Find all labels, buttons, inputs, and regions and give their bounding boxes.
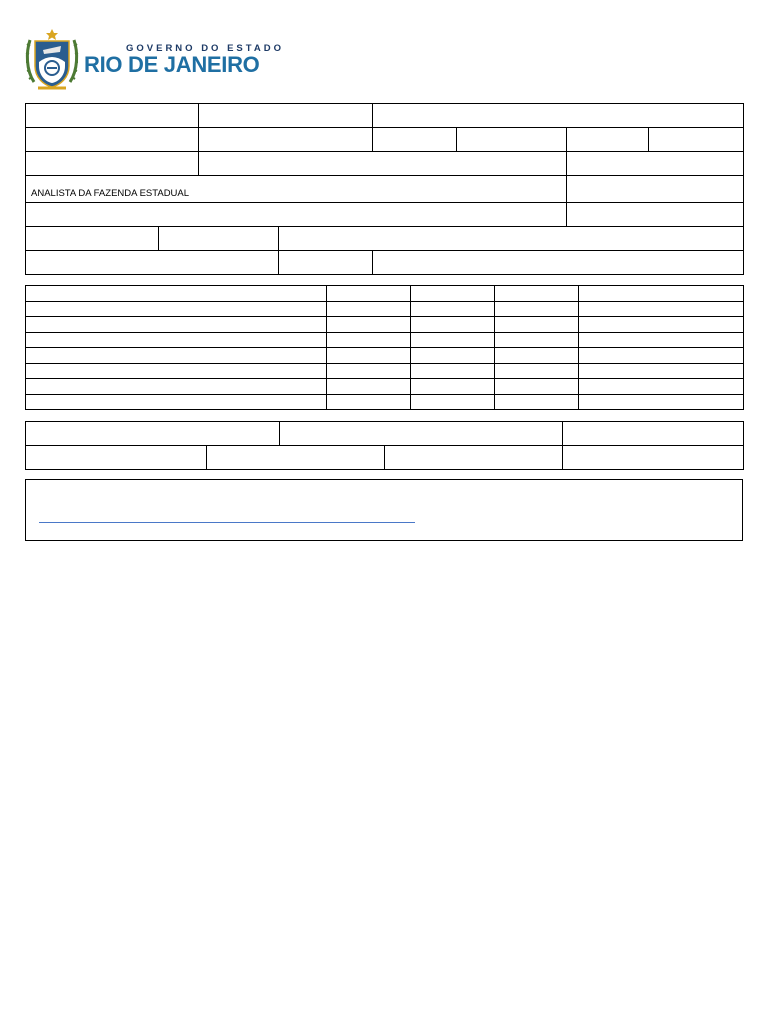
table-cell	[327, 301, 411, 317]
table-cell	[495, 332, 579, 348]
table-cell	[411, 301, 495, 317]
table-cell	[411, 379, 495, 395]
table-cell	[411, 317, 495, 333]
table-cell	[327, 348, 411, 364]
table-row	[26, 104, 744, 128]
link-underline	[39, 522, 415, 523]
table-cell	[199, 104, 373, 128]
table-cell	[26, 446, 207, 470]
table-cell	[26, 251, 279, 275]
table-cell	[579, 363, 744, 379]
table-cell	[26, 379, 327, 395]
table-cell	[327, 317, 411, 333]
table-cell	[579, 394, 744, 410]
table-cell	[495, 394, 579, 410]
table-cell	[495, 301, 579, 317]
table-row	[26, 128, 744, 152]
table-cell	[385, 446, 563, 470]
government-logo	[24, 28, 284, 94]
table-cell	[26, 203, 567, 227]
table-cell	[26, 227, 159, 251]
table-row	[26, 348, 744, 364]
table-cell	[279, 227, 744, 251]
table-row	[26, 317, 744, 333]
notes-box	[25, 479, 743, 541]
table-cell	[26, 301, 327, 317]
table-cell	[26, 348, 327, 364]
grid-table	[25, 285, 744, 410]
table-row	[26, 227, 744, 251]
table-cell	[327, 332, 411, 348]
table-cell	[567, 203, 744, 227]
table-cell	[579, 317, 744, 333]
table-row	[26, 332, 744, 348]
table-row	[26, 379, 744, 395]
table-row	[26, 203, 744, 227]
table-row	[26, 394, 744, 410]
table-cell	[26, 363, 327, 379]
table-cell	[26, 422, 280, 446]
table-cell	[495, 317, 579, 333]
table-cell	[327, 363, 411, 379]
summary-table	[25, 421, 744, 470]
table-cell	[567, 152, 744, 176]
table-cell	[199, 128, 373, 152]
table-cell	[411, 286, 495, 302]
table-cell	[563, 446, 744, 470]
table-cell	[199, 152, 567, 176]
table-cell	[26, 104, 199, 128]
table-cell	[26, 286, 327, 302]
table-cell	[26, 332, 327, 348]
table-cell	[26, 152, 199, 176]
table-cell	[495, 348, 579, 364]
coat-of-arms-icon	[24, 28, 80, 94]
table-cell	[457, 128, 567, 152]
table-row	[26, 152, 744, 176]
table-cell	[327, 379, 411, 395]
table-cell	[411, 394, 495, 410]
table-cell	[327, 394, 411, 410]
table-cell	[579, 332, 744, 348]
table-cell	[495, 286, 579, 302]
table-row	[26, 176, 744, 203]
table-cell	[579, 348, 744, 364]
table-cell	[411, 363, 495, 379]
table-cell	[26, 394, 327, 410]
table-cell	[579, 286, 744, 302]
table-cell	[373, 251, 744, 275]
table-cell	[207, 446, 385, 470]
table-cell	[373, 128, 457, 152]
employee-info-table	[25, 103, 744, 275]
table-row	[26, 363, 744, 379]
table-cell	[495, 363, 579, 379]
table-cell	[567, 176, 744, 203]
table-cell	[373, 104, 744, 128]
table-cell	[495, 379, 579, 395]
table-cell	[26, 128, 199, 152]
table-cell	[159, 227, 279, 251]
logo-title: RIO DE JANEIRO	[84, 52, 260, 77]
table-cell	[579, 379, 744, 395]
table-row	[26, 251, 744, 275]
table-cell	[563, 422, 744, 446]
logo-subtitle: GOVERNO DO ESTADO	[126, 43, 284, 54]
role-cell: ANALISTA DA FAZENDA ESTADUAL	[26, 176, 567, 203]
table-cell	[567, 128, 649, 152]
table-row	[26, 286, 744, 302]
table-cell	[411, 332, 495, 348]
table-cell	[280, 422, 563, 446]
table-cell	[327, 286, 411, 302]
table-row	[26, 422, 744, 446]
table-cell	[279, 251, 373, 275]
table-cell	[26, 317, 327, 333]
table-cell	[579, 301, 744, 317]
table-row	[26, 301, 744, 317]
table-cell	[411, 348, 495, 364]
table-row	[26, 446, 744, 470]
table-cell	[649, 128, 744, 152]
